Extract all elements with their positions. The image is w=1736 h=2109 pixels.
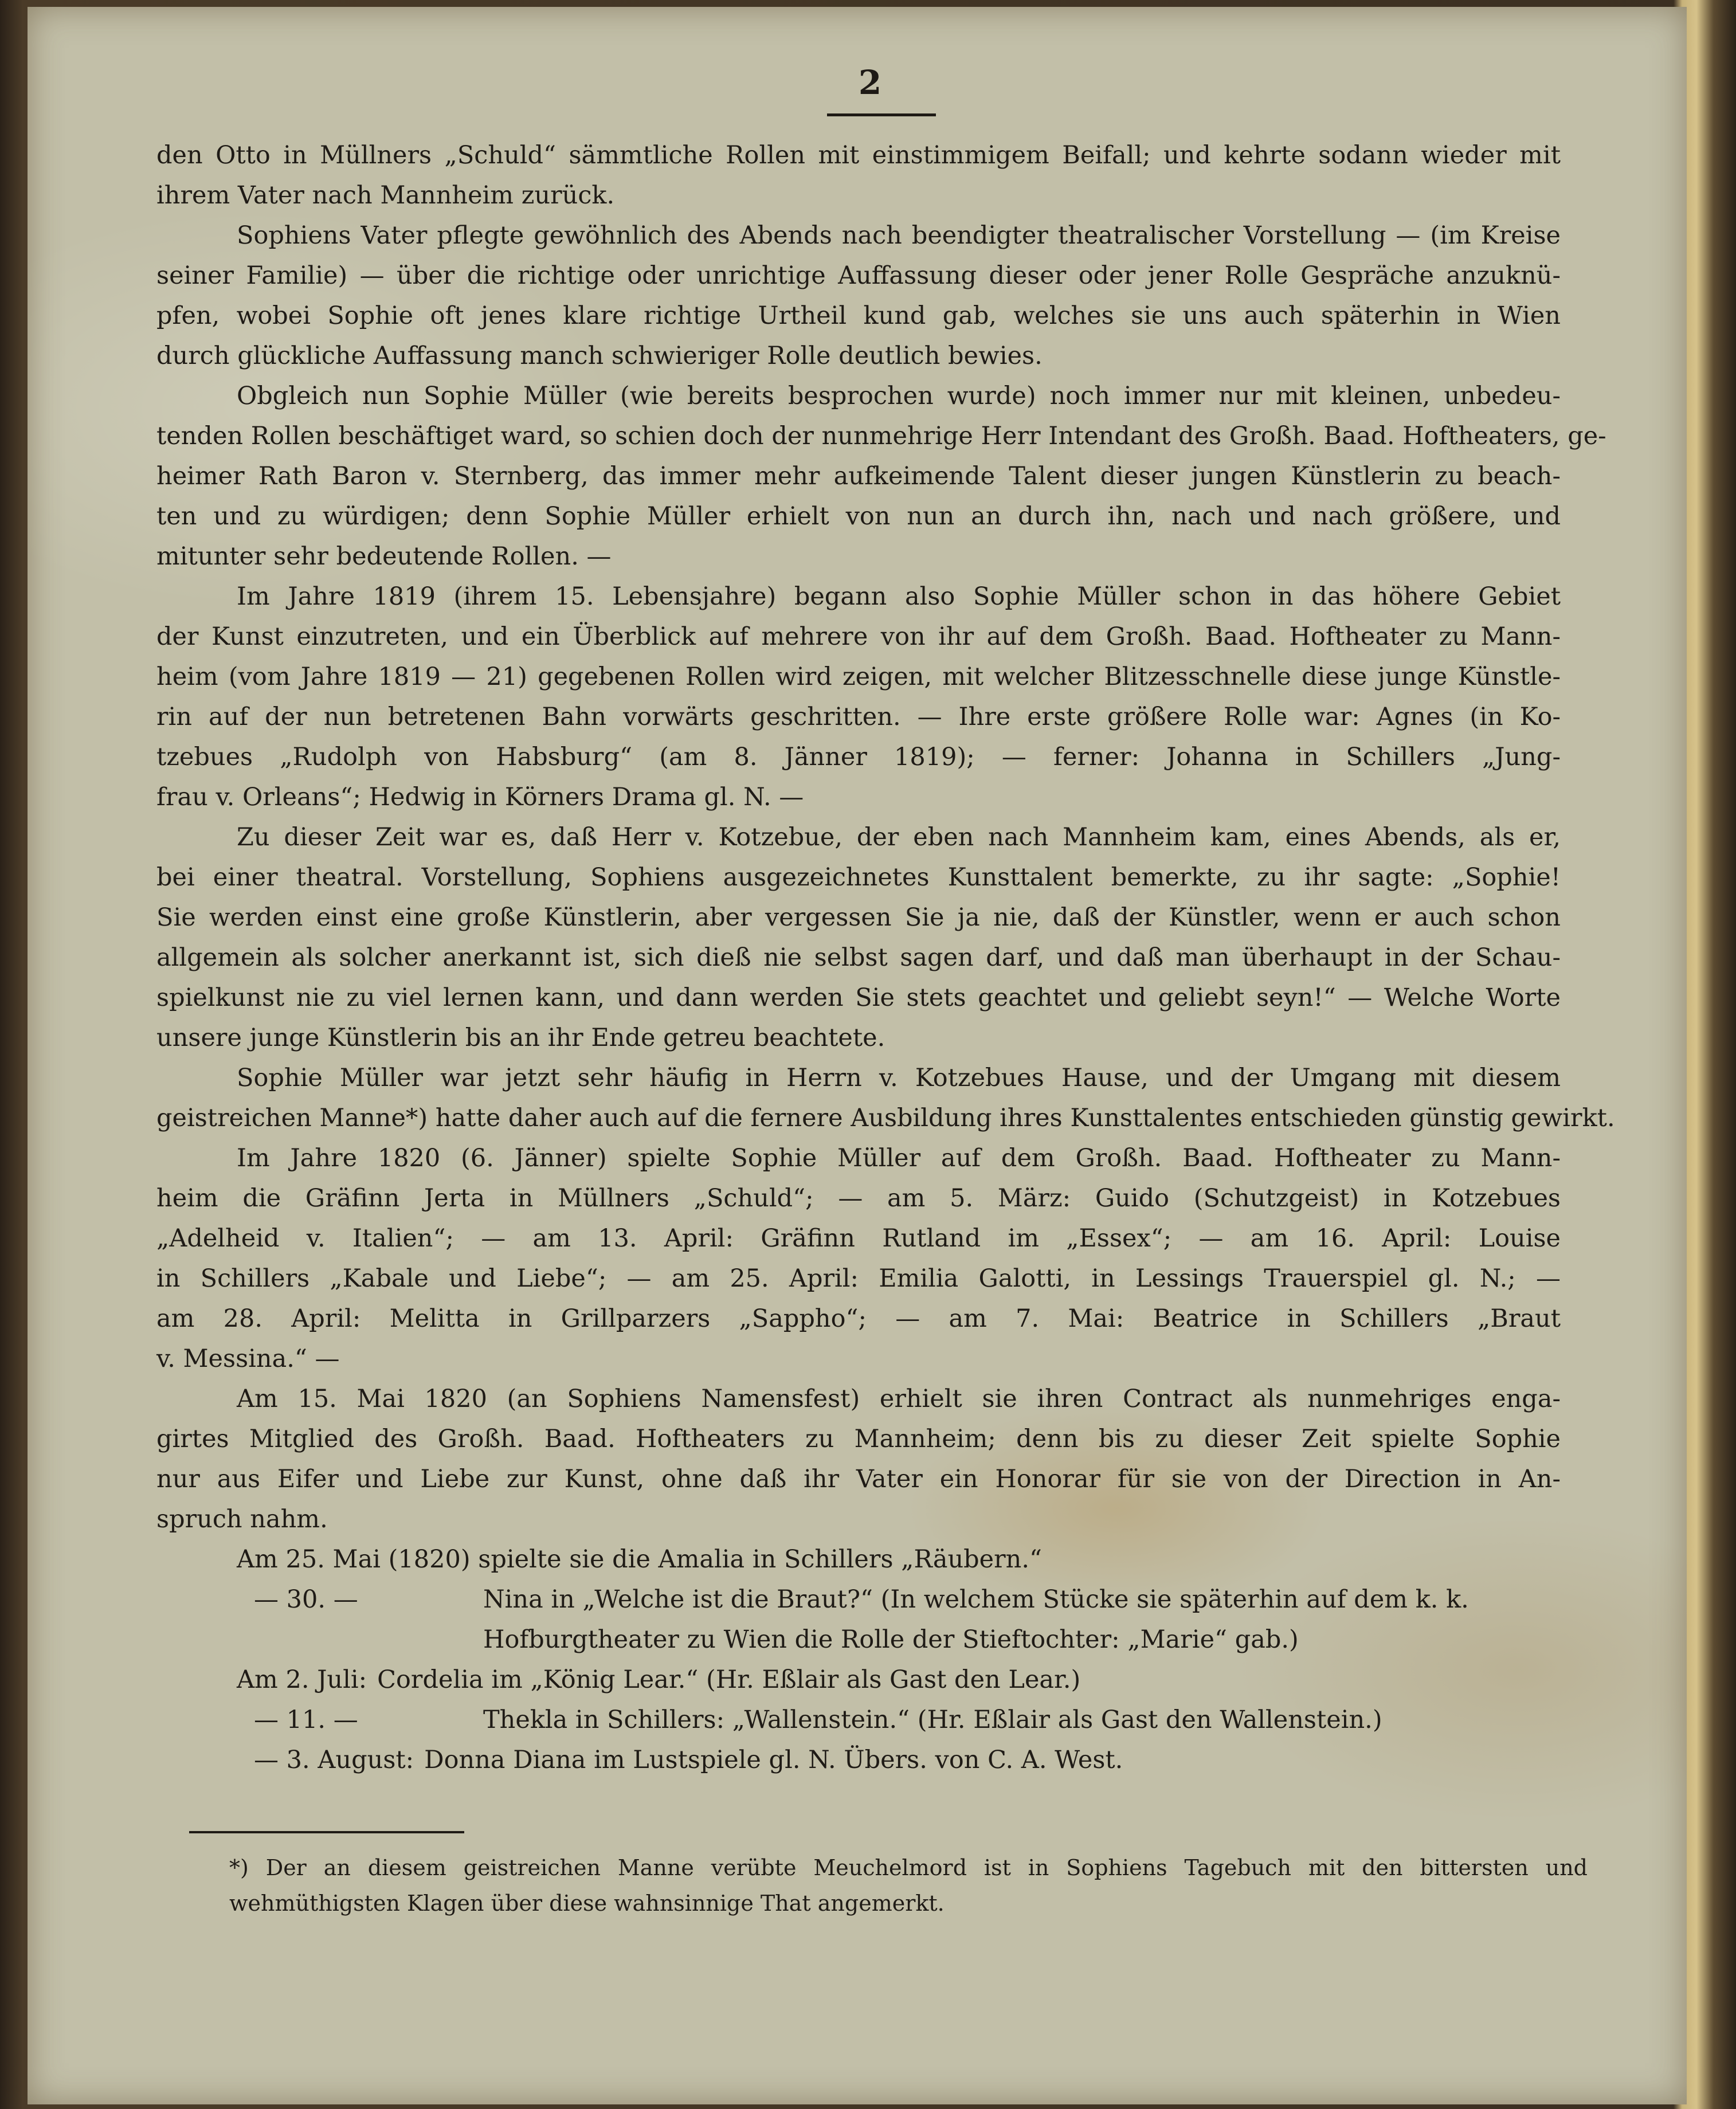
- text-line: tzebues „Rudolph von Habsburg“ (am 8. Jänner 1819); — ferner: Johanna in Schillers „Jung-: [156, 743, 1561, 771]
- text-line: ten und zu würdigen; denn Sophie Müller erhielt von nun an durch ihn, nach und nach größere, und: [156, 502, 1561, 531]
- header-rule: [827, 113, 936, 116]
- text-line: durch glückliche Auffassung manch schwieriger Rolle deutlich bewies.: [156, 342, 1043, 370]
- text-line: „Adelheid v. Italien“; — am 13. April: Gräfinn Rutland im „Essex“; — am 16. April: Louise: [156, 1224, 1561, 1253]
- role-line: Am 25. Mai (1820) spielte sie die Amalia in Schillers „Räubern.“: [237, 1545, 1043, 1574]
- paragraph: [156, 577, 1561, 817]
- footnote: [229, 1850, 1588, 1921]
- text-line: Sophiens Vater pflegte gewöhnlich des Abends nach beendigter theatralischer Vorstellung — (im Kreise: [237, 221, 1561, 250]
- role-date: Am 2. Juli:: [237, 1665, 367, 1694]
- text-line: seiner Familie) — über die richtige oder unrichtige Auffassung dieser oder jener Rolle Gespräche anzuknü-: [156, 261, 1561, 290]
- role-text: Hofburgtheater zu Wien die Rolle der Stieftochter: „Marie“ gab.): [483, 1625, 1299, 1654]
- text-line: mitunter sehr bedeutende Rollen. —: [156, 542, 612, 571]
- text-line: rin auf der nun betretenen Bahn vorwärts geschritten. — Ihre erste größere Rolle war: Agnes (in Ko-: [156, 703, 1561, 731]
- text-line: frau v. Orleans“; Hedwig in Körners Drama gl. N. —: [156, 783, 804, 812]
- text-line: bei einer theatral. Vorstellung, Sophiens ausgezeichnetes Kunsttalent bemerkte, zu ihr sagte: „Sophie!: [156, 863, 1561, 892]
- role-text: Cordelia im „König Lear.“ (Hr. Eßlair als Gast den Lear.): [377, 1665, 1081, 1694]
- text-line: geistreichen Manne*) hatte daher auch auf die fernere Ausbildung ihres Kunsttalentes entschieden günstig gewirkt.: [156, 1104, 1615, 1132]
- text-line: allgemein als solcher anerkannt ist, sich dieß nie selbst sagen darf, und daß man überhaupt in der Schau-: [156, 943, 1561, 972]
- text-line: unsere junge Künstlerin bis an ihr Ende getreu beachtete.: [156, 1024, 885, 1052]
- role-date: — 30. —: [254, 1585, 358, 1614]
- text-line: der Kunst einzutreten, und ein Überblick auf mehrere von ihr auf dem Großh. Baad. Hoftheater zu Mann-: [156, 622, 1561, 651]
- text-line: Obgleich nun Sophie Müller (wie bereits besprochen wurde) noch immer nur mit kleinen, unbedeu-: [237, 382, 1561, 410]
- role-entry: [156, 1539, 1561, 1579]
- text-line: heimer Rath Baron v. Sternberg, das immer mehr aufkeimende Talent dieser jungen Künstlerin zu beach-: [156, 462, 1561, 491]
- text-line: Am 15. Mai 1820 (an Sophiens Namensfest) erhielt sie ihren Contract als nunmehriges enga-: [237, 1385, 1561, 1413]
- text-line: v. Messina.“ —: [156, 1344, 340, 1373]
- role-entry: [156, 1579, 1561, 1620]
- text-line: heim die Gräfinn Jerta in Müllners „Schuld“; — am 5. März: Guido (Schutzgeist) in Kotzebues: [156, 1184, 1561, 1213]
- role-text: Donna Diana im Lustspiele gl. N. Übers. von C. A. West.: [424, 1746, 1123, 1774]
- text-line: girtes Mitglied des Großh. Baad. Hoftheaters zu Mannheim; denn bis zu dieser Zeit spielte Sophie: [156, 1425, 1561, 1453]
- role-list: [156, 1539, 1561, 1780]
- paragraph: [156, 215, 1561, 376]
- role-entry: [156, 1740, 1561, 1780]
- footnote-rule: [189, 1831, 464, 1833]
- role-text: Nina in „Welche ist die Braut?“ (In welchem Stücke sie späterhin auf dem k. k.: [483, 1585, 1469, 1614]
- role-entry: [156, 1620, 1561, 1660]
- text-line: Sophie Müller war jetzt sehr häufig in Herrn v. Kotzebues Hause, und der Umgang mit diesem: [237, 1064, 1561, 1092]
- text-line: spielkunst nie zu viel lernen kann, und dann werden Sie stets geachtet und geliebt seyn!“ — Welche Worte: [156, 983, 1561, 1012]
- text-line: den Otto in Müllners „Schuld“ sämmtliche Rollen mit einstimmigem Beifall; und kehrte sodann wieder mit: [156, 141, 1561, 170]
- text-line: Zu dieser Zeit war es, daß Herr v. Kotzebue, der eben nach Mannheim kam, eines Abends, als er,: [237, 823, 1561, 852]
- text-line: nur aus Eifer und Liebe zur Kunst, ohne daß ihr Vater ein Honorar für sie von der Direction in An-: [156, 1465, 1561, 1493]
- text-line: pfen, wobei Sophie oft jenes klare richtige Urtheil kund gab, welches sie uns auch späterhin in Wien: [156, 301, 1561, 330]
- paragraph: [156, 376, 1606, 577]
- paragraph: [156, 1058, 1615, 1138]
- text-line: tenden Rollen beschäftiget ward, so schien doch der nunmehrige Herr Intendant des Großh. Baad. Hoftheaters, ge-: [156, 422, 1606, 450]
- text-line: heim (vom Jahre 1819 — 21) gegebenen Rollen wird zeigen, mit welcher Blitzesschnelle diese junge Künstle-: [156, 663, 1561, 691]
- footnote-line: *) Der an diesem geistreichen Manne verübte Meuchelmord ist in Sophiens Tagebuch mit den bittersten und: [229, 1855, 1588, 1880]
- text-line: Sie werden einst eine große Künstlerin, aber vergessen Sie ja nie, daß der Künstler, wenn er auch schon: [156, 903, 1561, 932]
- paragraph: [156, 1138, 1561, 1379]
- footnote-line: wehmüthigsten Klagen über diese wahnsinnige That angemerkt.: [229, 1891, 945, 1916]
- role-date: — 11. —: [254, 1706, 358, 1734]
- role-entry: [156, 1660, 1561, 1700]
- page-number: 2: [858, 63, 882, 102]
- body-text: [156, 135, 1615, 1780]
- role-text: Thekla in Schillers: „Wallenstein.“ (Hr. Eßlair als Gast den Wallenstein.): [483, 1706, 1382, 1734]
- text-line: am 28. April: Melitta in Grillparzers „Sappho“; — am 7. Mai: Beatrice in Schillers „Braut: [156, 1304, 1561, 1333]
- paragraph: [156, 135, 1561, 215]
- text-line: spruch nahm.: [156, 1505, 328, 1534]
- text-line: in Schillers „Kabale und Liebe“; — am 25. April: Emilia Galotti, in Lessings Trauerspiel gl. N.; —: [156, 1264, 1561, 1293]
- text-line: ihrem Vater nach Mannheim zurück.: [156, 181, 615, 210]
- role-entry: [156, 1700, 1561, 1740]
- role-date: — 3. August:: [254, 1746, 414, 1774]
- text-line: Im Jahre 1819 (ihrem 15. Lebensjahre) begann also Sophie Müller schon in das höhere Gebiet: [237, 582, 1561, 611]
- paragraph: [156, 817, 1561, 1058]
- paragraph: [156, 1379, 1561, 1539]
- text-line: Im Jahre 1820 (6. Jänner) spielte Sophie Müller auf dem Großh. Baad. Hoftheater zu Mann-: [237, 1144, 1561, 1173]
